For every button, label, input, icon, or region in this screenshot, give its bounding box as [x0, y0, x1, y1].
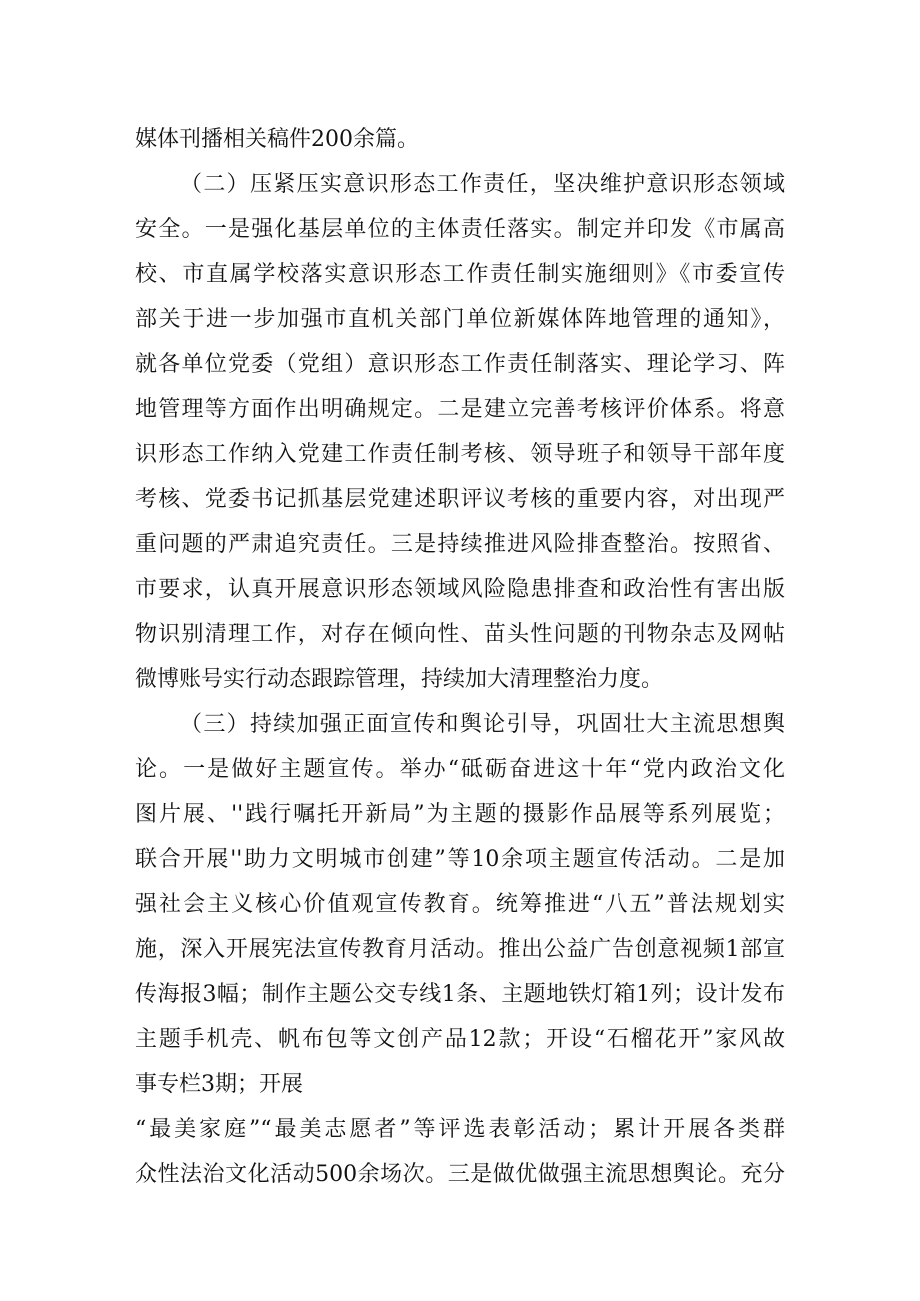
text-line: 校、市直属学校落实意识形态工作责任制实施细则》《市委宣传: [135, 262, 785, 287]
text-line: “最美家庭”“最美志愿者”等评选表彰活动；累计开展各类群: [135, 1117, 785, 1142]
text-line: 强社会主义核心价值观宣传教育。统筹推进“八五”普法规划实: [135, 892, 785, 917]
text-line: 部关于进一步加强市直机关部门单位新媒体阵地管理的通知》，: [135, 307, 785, 332]
text-line: （二）压紧压实意识形态工作责任，坚决维护意识形态领域: [180, 172, 785, 197]
text-line: 物识别清理工作，对存在倾向性、苗头性问题的刊物杂志及网帖: [135, 622, 785, 647]
text-line: 施，深入开展宪法宣传教育月活动。推出公益广告创意视频1部宣: [135, 937, 785, 962]
text-line: 就各单位党委（党组）意识形态工作责任制落实、理论学习、阵: [135, 352, 785, 377]
text-line: 主题手机壳、帆布包等文创产品12款；开设“石榴花开”家风故: [135, 1027, 785, 1052]
text-line: 论。一是做好主题宣传。举办“砥砺奋进这十年“党内政治文化: [135, 757, 785, 782]
text-line: 媒体刊播相关稿件200余篇。: [135, 127, 419, 152]
text-line: 联合开展''助力文明城市创建”等10余项主题宣传活动。二是加: [135, 847, 785, 872]
text-line: 识形态工作纳入党建工作责任制考核、领导班子和领导干部年度: [135, 442, 785, 467]
text-line: 事专栏3期；开展: [135, 1072, 303, 1097]
text-line: （三）持续加强正面宣传和舆论引导，巩固壮大主流思想舆: [180, 712, 785, 737]
text-line: 图片展、''践行嘱托开新局”为主题的摄影作品展等系列展览；: [135, 802, 785, 827]
text-line: 市要求，认真开展意识形态领域风险隐患排查和政治性有害出版: [135, 577, 785, 602]
text-line: 重问题的严肃追究责任。三是持续推进风险排查整治。按照省、: [135, 532, 785, 557]
text-line: 考核、党委书记抓基层党建述职评议考核的重要内容，对出现严: [135, 487, 785, 512]
text-line: 众性法治文化活动500余场次。三是做优做强主流思想舆论。充分: [135, 1162, 785, 1187]
text-line: 地管理等方面作出明确规定。二是建立完善考核评价体系。将意: [135, 397, 785, 422]
text-line: 传海报3幅；制作主题公交专线1条、主题地铁灯箱1列；设计发布: [135, 982, 785, 1007]
text-line: 安全。一是强化基层单位的主体责任落实。制定并印发《市属高: [135, 217, 785, 242]
text-line: 微博账号实行动态跟踪管理，持续加大清理整治力度。: [135, 667, 664, 692]
